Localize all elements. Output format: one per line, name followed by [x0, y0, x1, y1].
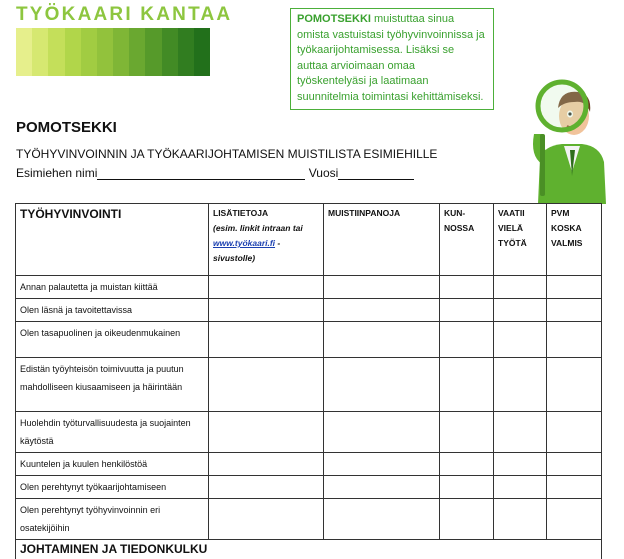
ok-cell[interactable]: [440, 299, 494, 322]
needs-work-cell[interactable]: [494, 499, 547, 540]
logo: [16, 4, 210, 76]
table-row: [16, 276, 602, 299]
logo-bar: [145, 28, 161, 76]
section-row: [16, 540, 602, 559]
page-title: POMOTSEKKI: [16, 119, 117, 136]
needs-work-cell[interactable]: [494, 322, 547, 358]
notes-cell[interactable]: [324, 322, 440, 358]
table-row: [16, 453, 602, 476]
checklist-item-label: Olen läsnä ja tavoitettavissa: [16, 299, 209, 322]
extra-info-cell[interactable]: [209, 358, 324, 412]
notes-cell[interactable]: [324, 476, 440, 499]
extra-info-cell[interactable]: [209, 299, 324, 322]
notes-cell[interactable]: [324, 358, 440, 412]
date-cell[interactable]: [547, 276, 602, 299]
checklist-item-label: Huolehdin työturvallisuudesta ja suojainten käytöstä: [16, 412, 209, 453]
tyokaari-link[interactable]: www.työkaari.fi: [213, 238, 275, 248]
logo-bar: [113, 28, 129, 76]
extra-info-cell[interactable]: [209, 322, 324, 358]
table-row: [16, 322, 602, 358]
extra-note-part1: (esim. linkit intraan tai: [213, 223, 303, 233]
checklist-body: [16, 276, 602, 559]
checklist-item-label: Kuuntelen ja kuulen henkilöstöä: [16, 453, 209, 476]
logo-text: TYÖKAARI KANTAA: [16, 4, 232, 26]
notes-cell[interactable]: [324, 299, 440, 322]
intro-box: [290, 8, 494, 110]
logo-bar: [178, 28, 194, 76]
date-cell[interactable]: [547, 358, 602, 412]
ok-cell[interactable]: [440, 412, 494, 453]
ok-cell[interactable]: [440, 453, 494, 476]
date-cell[interactable]: [547, 322, 602, 358]
table-header-row: [16, 204, 602, 276]
extra-info-cell[interactable]: [209, 453, 324, 476]
checklist-item-label: Olen tasapuolinen ja oikeudenmukainen: [16, 322, 209, 358]
logo-bar: [48, 28, 64, 76]
logo-bar: [81, 28, 97, 76]
notes-cell[interactable]: [324, 499, 440, 540]
logo-color-bars: [16, 28, 210, 76]
supervisor-name-field[interactable]: [97, 167, 305, 180]
header-date-done: PVM KOSKA VALMIS: [547, 204, 602, 276]
needs-work-cell[interactable]: [494, 453, 547, 476]
header-notes: MUISTIINPANOJA: [324, 204, 440, 276]
table-row: [16, 299, 602, 322]
needs-work-cell[interactable]: [494, 412, 547, 453]
checklist-item-label: Annan palautetta ja muistan kiittää: [16, 276, 209, 299]
ok-cell[interactable]: [440, 322, 494, 358]
table-row: [16, 412, 602, 453]
date-cell[interactable]: [547, 299, 602, 322]
ok-cell[interactable]: [440, 276, 494, 299]
logo-bar: [65, 28, 81, 76]
header-extra-info-label: LISÄTIETOJA: [213, 206, 319, 221]
checklist-item-label: Olen perehtynyt työkaarijohtamiseen: [16, 476, 209, 499]
extra-info-cell[interactable]: [209, 476, 324, 499]
extra-info-cell[interactable]: [209, 276, 324, 299]
supervisor-name-label: Esimiehen nimi: [16, 166, 97, 180]
header-needs-work: VAATII VIELÄ TYÖTÄ: [494, 204, 547, 276]
logo-bar: [162, 28, 178, 76]
needs-work-cell[interactable]: [494, 299, 547, 322]
header-extra-info-note: [213, 221, 319, 266]
intro-text: muistuttaa sinua omista vastuistasi työhyvinvoinnissa ja työkaarijohtamisessa. Lisäksi se auttaa arvioimaan omaa työskentelyäsi ja laatimaan suunnitelmia toimintasi kehittämiseksi.: [297, 13, 485, 103]
header-wellbeing: TYÖHYVINVOINTI: [16, 204, 209, 276]
checklist-item-label: Edistän työyhteisön toimivuutta ja puutun mahdolliseen kiusaamiseen ja häirintään: [16, 358, 209, 412]
logo-bar: [97, 28, 113, 76]
notes-cell[interactable]: [324, 453, 440, 476]
year-field[interactable]: [338, 167, 414, 180]
checklist-item-label: Olen perehtynyt työhyvinvoinnin eri osatekijöihin: [16, 499, 209, 540]
page-subtitle: TYÖHYVINVOINNIN JA TYÖKAARIJOHTAMISEN MUISTILISTA ESIMIEHILLE: [16, 147, 437, 161]
extra-info-cell[interactable]: [209, 499, 324, 540]
needs-work-cell[interactable]: [494, 358, 547, 412]
table-row: [16, 476, 602, 499]
logo-bar: [194, 28, 210, 76]
name-year-row: [16, 166, 414, 180]
table-row: [16, 499, 602, 540]
header-ok: KUN-NOSSA: [440, 204, 494, 276]
extra-info-cell[interactable]: [209, 412, 324, 453]
header-extra-info: [209, 204, 324, 276]
date-cell[interactable]: [547, 412, 602, 453]
notes-cell[interactable]: [324, 412, 440, 453]
year-label: Vuosi: [309, 166, 339, 180]
logo-bar: [16, 28, 32, 76]
mascot-magnifier-illustration: [520, 72, 610, 204]
extra-note-part2: -sivustolle): [213, 238, 280, 263]
notes-cell[interactable]: [324, 276, 440, 299]
logo-bar: [32, 28, 48, 76]
needs-work-cell[interactable]: [494, 276, 547, 299]
needs-work-cell[interactable]: [494, 476, 547, 499]
table-row: [16, 358, 602, 412]
date-cell[interactable]: [547, 453, 602, 476]
date-cell[interactable]: [547, 499, 602, 540]
date-cell[interactable]: [547, 476, 602, 499]
logo-bar: [129, 28, 145, 76]
ok-cell[interactable]: [440, 499, 494, 540]
intro-highlight: POMOTSEKKI: [297, 13, 371, 25]
section-title-leadership: JOHTAMINEN JA TIEDONKULKU: [16, 540, 602, 559]
ok-cell[interactable]: [440, 358, 494, 412]
ok-cell[interactable]: [440, 476, 494, 499]
checklist-table: [15, 203, 602, 559]
